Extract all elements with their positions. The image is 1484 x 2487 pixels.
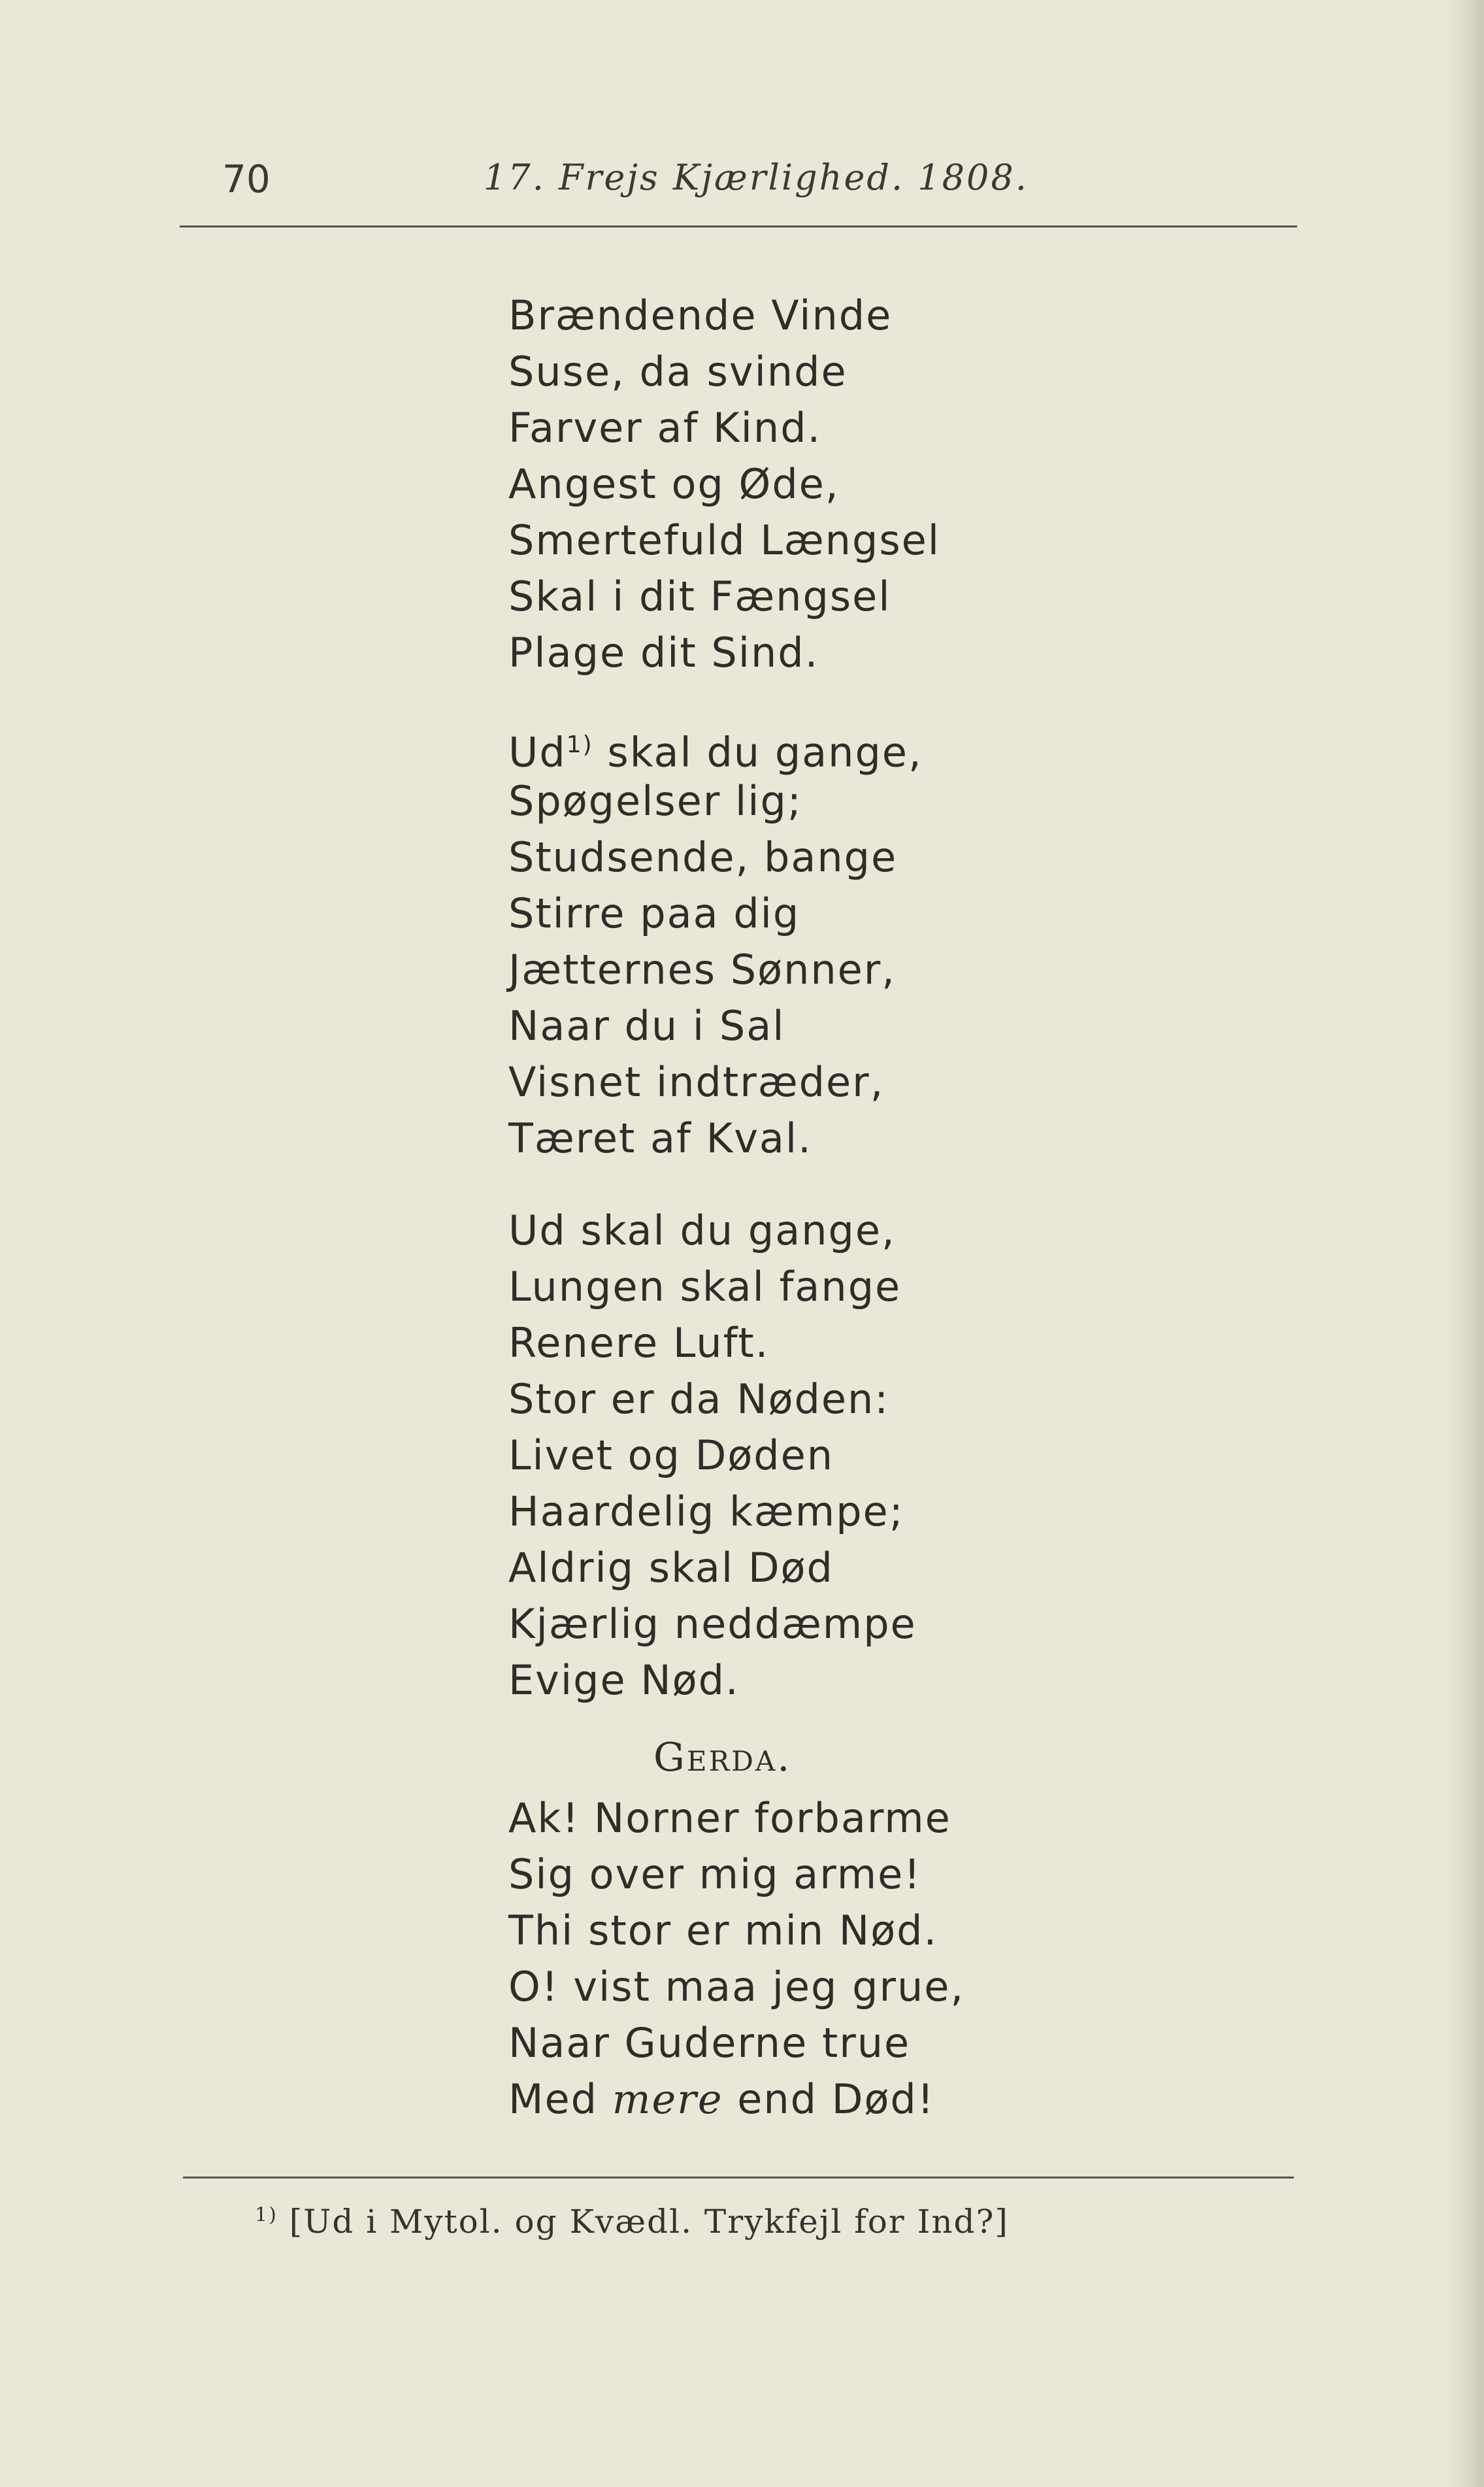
poem-line: Visnet indtræder,: [508, 1058, 885, 1106]
poem-line: Skal i dit Fængsel: [508, 573, 891, 620]
poem-line: Brændende Vinde: [508, 292, 893, 339]
poem-line: [508, 2071, 1097, 2128]
poem-line: Lungen skal fange: [508, 1263, 902, 1310]
speaker-name: Gerda.: [653, 1735, 792, 1780]
poem-line: Naar du i Sal: [508, 1002, 785, 1050]
page-header: [222, 157, 1294, 209]
poem-line: Stirre paa dig: [508, 890, 800, 937]
emphasis-word: mere: [612, 2075, 723, 2123]
header-rule: [180, 225, 1297, 227]
stanza-1: [508, 288, 1097, 681]
line-rest: skal du gange,: [593, 728, 923, 776]
line-post: end Død!: [723, 2075, 935, 2123]
stanza-gap: [508, 681, 1097, 717]
stanza-2: [508, 717, 1097, 1167]
poem-line: Naar Guderne true: [508, 2019, 911, 2067]
poem-line: Renere Luft.: [508, 1319, 770, 1367]
poem-line: Spøgelser lig;: [508, 777, 802, 825]
poem-line: Smertefuld Længsel: [508, 516, 940, 564]
stanza-4: [508, 1790, 1097, 2128]
footnote-text: [Ud i Mytol. og Kvædl. Trykfejl for Ind?]: [277, 2203, 1009, 2241]
footnote-reference: 1): [566, 731, 593, 758]
stanza-gap: [508, 1709, 1097, 1725]
line-pre: Med: [508, 2075, 612, 2123]
footnote-marker: 1): [255, 2203, 278, 2227]
poem-line: Tæret af Kval.: [508, 1114, 812, 1162]
line-word: Ud: [508, 728, 567, 776]
poem-body: [508, 288, 1097, 2128]
stanza-3: [508, 1203, 1097, 1709]
poem-line: Ud skal du gange,: [508, 1207, 896, 1254]
poem-line: Haardelig kæmpe;: [508, 1488, 904, 1535]
running-title: 17. Frejs Kjærlighed. 1808.: [484, 157, 1029, 198]
poem-line: Aldrig skal Død: [508, 1544, 834, 1592]
poem-line: Evige Nød.: [508, 1656, 740, 1704]
poem-line: Stor er da Nøden:: [508, 1375, 890, 1423]
poem-line: Thi stor er min Nød.: [508, 1907, 938, 1954]
poem-line: Suse, da svinde: [508, 348, 848, 395]
poem-line: Studsende, bange: [508, 833, 898, 881]
poem-line: Sig over mig arme!: [508, 1850, 922, 1898]
poem-line: O! vist maa jeg grue,: [508, 1963, 965, 2011]
poem-line: Jætternes Sønner,: [508, 946, 896, 993]
page-number: 70: [222, 157, 271, 201]
poem-line: Plage dit Sind.: [508, 629, 819, 676]
footnote: [255, 2203, 1009, 2241]
poem-line: [508, 717, 1097, 776]
poem-line: Kjærlig neddæmpe: [508, 1600, 917, 1648]
footnote-rule: [183, 2177, 1294, 2178]
poem-line: Livet og Døden: [508, 1431, 834, 1479]
page-edge-shadow: [1445, 0, 1484, 2487]
poem-line: Angest og Øde,: [508, 460, 840, 508]
poem-line: Ak! Norner forbarme: [508, 1794, 951, 1842]
poem-line: Farver af Kind.: [508, 404, 822, 452]
stanza-gap: [508, 1167, 1097, 1203]
